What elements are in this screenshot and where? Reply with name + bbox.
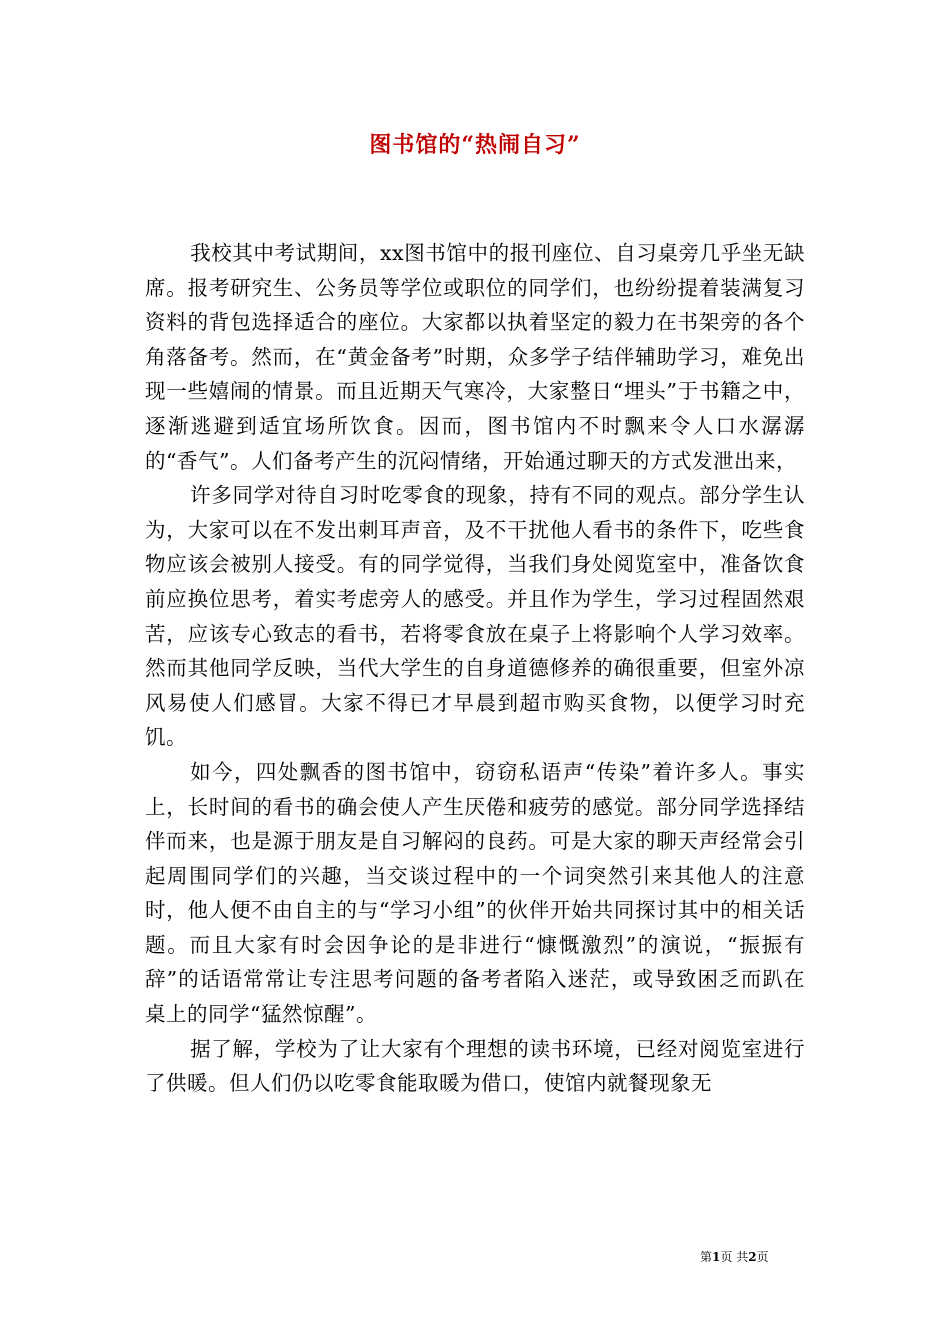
paragraph-3: 如今，四处飘香的图书馆中，窃窃私语声“传染”着许多人。事实上，长时间的看书的确会使人产生厌倦和疲劳的感觉。部分同学选择结伴而来，也是源于朋友是自习解闷的良药。可是大家的聊天声经常会引起周围同学们的兴趣，当交谈过程中的一个词突然引来其他人的注意时，他人便不由自主的与“学习小组”的伙伴开始共同探讨其中的相关话题。而且大家有时会因争论的是非进行“慷慨激烈”的演说，“振振有辞”的话语常常让专注思考问题的备考者陷入迷茫，或导致困乏而趴在桌上的同学“猛然惊醒”。 — [145, 759, 805, 1027]
page-number-footer — [700, 1248, 850, 1265]
footer-prefix: 第 — [700, 1250, 713, 1264]
footer-total-pages: 2 — [748, 1250, 757, 1264]
footer-middle: 页 共 — [720, 1250, 749, 1264]
document-body — [145, 236, 805, 1101]
paragraph-4: 据了解，学校为了让大家有个理想的读书环境，已经对阅览室进行了供暖。但人们仍以吃零食能取暖为借口，使馆内就餐现象无 — [145, 1036, 805, 1096]
paragraph-1: 我校其中考试期间，xx图书馆中的报刊座位、自习桌旁几乎坐无缺席。报考研究生、公务员等学位或职位的同学们，也纷纷提着装满复习资料的背包选择适合的座位。大家都以执着坚定的毅力在书架旁的各个角落备考。然而，在“黄金备考”时期，众多学子结伴辅助学习，难免出现一些嬉闹的情景。而且近期天气寒冷，大家整日“埋头”于书籍之中，逐渐逃避到适宜场所饮食。因而，图书馆内不时飘来令人口水潺潺的“香气”。人们备考产生的沉闷情绪，开始通过聊天的方式发泄出来， — [145, 241, 805, 473]
footer-current-page: 1 — [712, 1250, 721, 1264]
paragraph-2: 许多同学对待自习时吃零食的现象，持有不同的观点。部分学生认为，大家可以在不发出刺耳声音，及不干扰他人看书的条件下，吃些食物应该会被别人接受。有的同学觉得，当我们身处阅览室中，准备饮食前应换位思考，着实考虑旁人的感受。并且作为学生，学习过程固然艰苦，应该专心致志的看书，若将零食放在桌子上将影响个人学习效率。然而其他同学反映，当代大学生的自身道德修养的确很重要，但室外凉风易使人们感冒。大家不得已才早晨到超市购买食物，以便学习时充饥。 — [145, 483, 805, 750]
document-title: 图书馆的“热闹自习” — [369, 132, 581, 158]
footer-suffix: 页 — [756, 1250, 769, 1264]
